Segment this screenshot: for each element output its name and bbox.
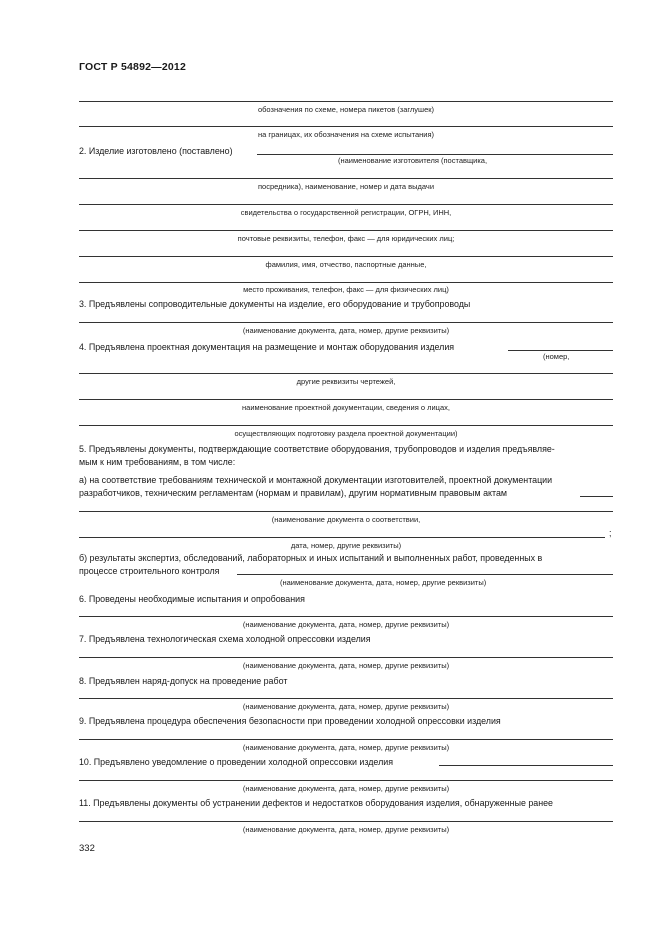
fill-line	[79, 126, 613, 127]
fill-line	[79, 821, 613, 822]
item-5b-text: б) результаты экспертиз, обследований, лабораторных и иных испытаний и выполненных работ, проведенных в	[79, 553, 543, 563]
field-caption: (наименование документа, дата, номер, другие реквизиты)	[242, 661, 450, 670]
page-number: 332	[79, 843, 95, 854]
fill-line	[79, 739, 613, 740]
field-caption: (номер,	[543, 352, 570, 361]
item-9-text: 9. Предъявлена процедура обеспечения безопасности при проведении холодной опрессовки изделия	[79, 716, 501, 726]
item-7-text: 7. Предъявлена технологическая схема холодной опрессовки изделия	[79, 634, 371, 644]
fill-line	[79, 616, 613, 617]
item-6-text: 6. Проведены необходимые испытания и опробования	[79, 594, 305, 604]
field-caption: (наименование документа, дата, номер, другие реквизиты)	[280, 578, 487, 587]
item-5-text: 5. Предъявлены документы, подтверждающие соответствие оборудования, трубопроводов и изделия предъявляе-	[79, 444, 555, 454]
field-caption: (наименование документа, дата, номер, другие реквизиты)	[242, 620, 450, 629]
field-caption: осуществляющих подготовку раздела проектной документации)	[234, 429, 458, 438]
fill-line	[439, 765, 613, 766]
field-caption: (наименование документа, дата, номер, другие реквизиты)	[242, 825, 450, 834]
field-caption: почтовые реквизиты, телефон, факс — для юридических лиц;	[237, 234, 455, 243]
item-5a-text: разработчиков, техническим регламентам (нормам и правилам), другим нормативным правовым актам	[79, 488, 508, 498]
field-caption: свидетельства о государственной регистрации, ОГРН, ИНН,	[240, 208, 452, 217]
fill-line	[79, 373, 613, 374]
field-caption: (наименование документа о соответствии,	[271, 515, 421, 524]
fill-line	[79, 657, 613, 658]
item-5b-text: процессе строительного контроля	[79, 566, 220, 576]
field-caption: (наименование документа, дата, номер, другие реквизиты)	[242, 784, 450, 793]
fill-line	[79, 698, 613, 699]
fill-line	[79, 399, 613, 400]
field-caption: обозначения по схеме, номера пикетов (заглушек)	[257, 105, 435, 114]
item-4-text: 4. Предъявлена проектная документация на размещение и монтаж оборудования изделия	[79, 342, 455, 352]
field-caption: дата, номер, другие реквизиты)	[290, 541, 402, 550]
fill-line	[79, 282, 613, 283]
item-5-text: мым к ним требованиям, в том числе:	[79, 457, 236, 467]
fill-line	[79, 178, 613, 179]
fill-line	[580, 496, 613, 497]
item-5a-text: а) на соответствие требованиям технической и монтажной документации изготовителей, проектной документации	[79, 475, 553, 485]
field-caption: (наименование документа, дата, номер, другие реквизиты)	[242, 743, 450, 752]
fill-line	[79, 204, 613, 205]
field-caption: место проживания, телефон, факс — для физических лиц)	[243, 285, 449, 294]
item-10-text: 10. Предъявлено уведомление о проведении холодной опрессовки изделия	[79, 757, 394, 767]
field-caption: наименование проектной документации, сведения о лицах,	[242, 403, 450, 412]
fill-line	[508, 350, 613, 351]
fill-line	[79, 537, 605, 538]
item-8-text: 8. Предъявлен наряд-допуск на проведение работ	[79, 676, 288, 686]
fill-line	[79, 256, 613, 257]
fill-line	[79, 322, 613, 323]
fill-line	[79, 425, 613, 426]
fill-line	[79, 101, 613, 102]
field-caption: (наименование документа, дата, номер, другие реквизиты)	[242, 702, 450, 711]
field-caption: фамилия, имя, отчество, паспортные данные,	[265, 260, 427, 269]
fill-line	[79, 780, 613, 781]
fill-line	[79, 230, 613, 231]
item-3-text: 3. Предъявлены сопроводительные документы на изделие, его оборудование и трубопроводы	[79, 299, 471, 309]
semicolon-mark: ;	[609, 528, 612, 538]
field-caption: (наименование изготовителя (поставщика,	[338, 156, 488, 165]
fill-line	[257, 154, 613, 155]
item-2-text: 2. Изделие изготовлено (поставлено)	[79, 146, 233, 156]
field-caption: (наименование документа, дата, номер, другие реквизиты)	[242, 326, 450, 335]
item-11-text: 11. Предъявлены документы об устранении дефектов и недостатков оборудования изделия, обнаруженные ранее	[79, 798, 553, 808]
fill-line	[237, 574, 613, 575]
field-caption: другие реквизиты чертежей,	[296, 377, 396, 386]
fill-line	[79, 511, 613, 512]
standard-header: ГОСТ Р 54892—2012	[79, 61, 187, 73]
field-caption: на границах, их обозначения на схеме испытания)	[257, 130, 435, 139]
field-caption: посредника), наименование, номер и дата выдачи	[257, 182, 435, 191]
